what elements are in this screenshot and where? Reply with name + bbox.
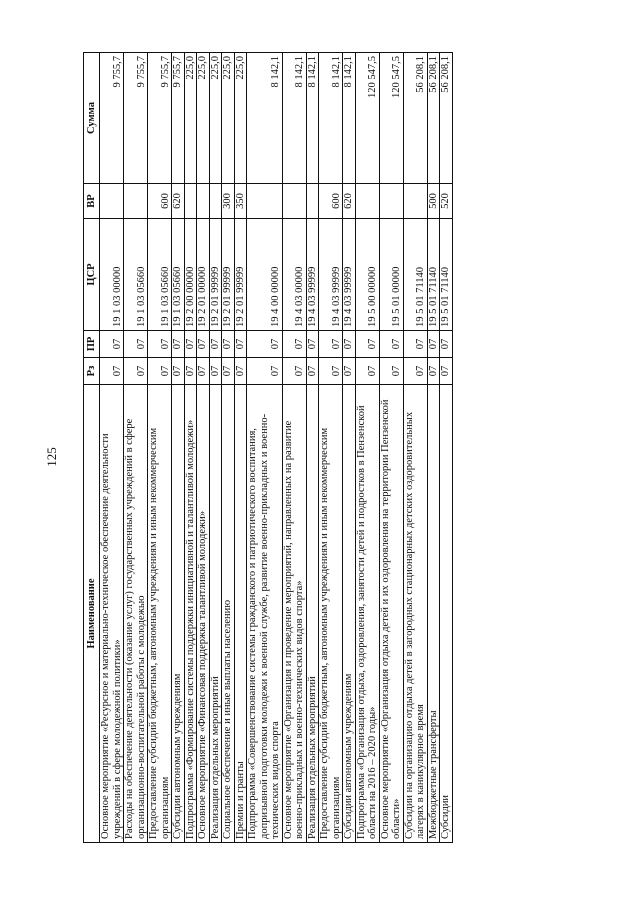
cell-rz: 07 bbox=[172, 358, 185, 385]
cell-csr: 19 5 01 71140 bbox=[403, 219, 427, 331]
table-row bbox=[440, 53, 453, 843]
table-row bbox=[209, 53, 222, 843]
cell-vr: 350 bbox=[234, 184, 247, 219]
cell-pr: 07 bbox=[282, 331, 306, 358]
cell-vr: 520 bbox=[440, 184, 453, 219]
cell-vr bbox=[282, 184, 306, 219]
cell-rz: 07 bbox=[184, 358, 197, 385]
table-row bbox=[282, 53, 306, 843]
cell-sum: 8 142,1 bbox=[306, 53, 319, 184]
cell-sum: 9 755,7 bbox=[148, 53, 172, 184]
cell-pr: 07 bbox=[124, 331, 148, 358]
cell-vr bbox=[184, 184, 197, 219]
cell-sum: 56 208,1 bbox=[427, 53, 440, 184]
cell-pr: 07 bbox=[172, 331, 185, 358]
table-row bbox=[234, 53, 247, 843]
cell-name: Расходы на обеспечение деятельности (оказание услуг) государственных учреждений в сфере организационно-воспитательной работы с молодежью bbox=[124, 385, 148, 843]
table-row bbox=[355, 53, 379, 843]
cell-csr: 19 2 01 99999 bbox=[222, 219, 235, 331]
cell-rz: 07 bbox=[355, 358, 379, 385]
budget-table bbox=[83, 52, 453, 843]
cell-sum: 225,0 bbox=[209, 53, 222, 184]
header-pr: ПР bbox=[84, 331, 100, 358]
cell-csr: 19 2 01 00000 bbox=[197, 219, 210, 331]
cell-sum: 9 755,7 bbox=[100, 53, 124, 184]
cell-rz: 07 bbox=[148, 358, 172, 385]
cell-sum: 225,0 bbox=[234, 53, 247, 184]
cell-csr: 19 2 01 99999 bbox=[209, 219, 222, 331]
cell-name: Межбюджетные трансферты bbox=[427, 385, 440, 843]
table-row bbox=[427, 53, 440, 843]
cell-pr: 07 bbox=[209, 331, 222, 358]
cell-name: Субсидии автономным учреждениям bbox=[172, 385, 185, 843]
cell-vr bbox=[247, 184, 283, 219]
cell-vr: 600 bbox=[148, 184, 172, 219]
cell-rz: 07 bbox=[124, 358, 148, 385]
cell-pr: 07 bbox=[403, 331, 427, 358]
table-row bbox=[379, 53, 403, 843]
cell-name: Социальное обеспечение и иные выплаты населению bbox=[222, 385, 235, 843]
cell-csr: 19 1 03 05660 bbox=[148, 219, 172, 331]
table-row bbox=[184, 53, 197, 843]
table-row bbox=[222, 53, 235, 843]
cell-csr: 19 4 00 00000 bbox=[247, 219, 283, 331]
cell-rz: 07 bbox=[234, 358, 247, 385]
cell-vr bbox=[379, 184, 403, 219]
table-row bbox=[124, 53, 148, 843]
cell-pr: 07 bbox=[319, 331, 343, 358]
table-row bbox=[148, 53, 172, 843]
cell-sum: 8 142,1 bbox=[282, 53, 306, 184]
table-row bbox=[319, 53, 343, 843]
cell-name: Подпрограмма «Совершенствование системы гражданского и патриотического воспитания, допризывной подготовки молодежи к военной службе, развитие военно-прикладных и военно-технических видов спорта bbox=[247, 385, 283, 843]
cell-name: Субсидии автономным учреждениям bbox=[343, 385, 356, 843]
cell-vr: 620 bbox=[343, 184, 356, 219]
cell-name: Подпрограмма «Формирование системы поддержки инициативной и талантливой молодежи» bbox=[184, 385, 197, 843]
cell-name: Предоставление субсидий бюджетным, автономным учреждениям и иным некоммерческим организациям bbox=[148, 385, 172, 843]
cell-rz: 07 bbox=[100, 358, 124, 385]
cell-rz: 07 bbox=[197, 358, 210, 385]
cell-rz: 07 bbox=[222, 358, 235, 385]
table-row bbox=[172, 53, 185, 843]
cell-name: Реализация отдельных мероприятий bbox=[209, 385, 222, 843]
cell-csr: 19 5 01 00000 bbox=[379, 219, 403, 331]
cell-rz: 07 bbox=[440, 358, 453, 385]
cell-sum: 120 547,5 bbox=[355, 53, 379, 184]
cell-rz: 07 bbox=[209, 358, 222, 385]
cell-vr bbox=[100, 184, 124, 219]
cell-csr: 19 5 01 71140 bbox=[440, 219, 453, 331]
cell-vr bbox=[306, 184, 319, 219]
cell-pr: 07 bbox=[197, 331, 210, 358]
cell-csr: 19 5 00 00000 bbox=[355, 219, 379, 331]
header-csr: ЦСР bbox=[84, 219, 100, 331]
cell-vr bbox=[197, 184, 210, 219]
cell-pr: 07 bbox=[427, 331, 440, 358]
cell-name: Предоставление субсидий бюджетным, автономным учреждениям и иным некоммерческим организациям bbox=[319, 385, 343, 843]
cell-pr: 07 bbox=[184, 331, 197, 358]
cell-sum: 225,0 bbox=[222, 53, 235, 184]
cell-vr bbox=[209, 184, 222, 219]
cell-name: Премии и гранты bbox=[234, 385, 247, 843]
rotated-page-content bbox=[83, 53, 453, 843]
cell-csr: 19 4 03 99999 bbox=[343, 219, 356, 331]
cell-sum: 56 208,1 bbox=[403, 53, 427, 184]
table-header-row bbox=[84, 53, 100, 843]
cell-sum: 56 208,1 bbox=[440, 53, 453, 184]
cell-rz: 07 bbox=[343, 358, 356, 385]
cell-csr: 19 2 01 99999 bbox=[234, 219, 247, 331]
cell-csr: 19 2 00 00000 bbox=[184, 219, 197, 331]
cell-pr: 07 bbox=[440, 331, 453, 358]
cell-rz: 07 bbox=[319, 358, 343, 385]
cell-csr: 19 1 03 05660 bbox=[172, 219, 185, 331]
cell-vr: 500 bbox=[427, 184, 440, 219]
cell-csr: 19 4 03 00000 bbox=[282, 219, 306, 331]
page-number: 125 bbox=[44, 447, 59, 467]
table-row bbox=[247, 53, 283, 843]
table-row bbox=[100, 53, 124, 843]
cell-rz: 07 bbox=[306, 358, 319, 385]
cell-name: Реализация отдельных мероприятий bbox=[306, 385, 319, 843]
cell-pr: 07 bbox=[355, 331, 379, 358]
cell-vr: 600 bbox=[319, 184, 343, 219]
cell-vr bbox=[403, 184, 427, 219]
cell-sum: 120 547,5 bbox=[379, 53, 403, 184]
header-rz: Рз bbox=[84, 358, 100, 385]
cell-rz: 07 bbox=[379, 358, 403, 385]
cell-name: Субсидии на организацию отдыха детей в загородных стационарных детских оздоровительных лагерях в каникулярное время bbox=[403, 385, 427, 843]
table-row bbox=[403, 53, 427, 843]
cell-name: Основное мероприятие «Организация отдыха детей и их оздоровления на территории Пензенской области» bbox=[379, 385, 403, 843]
cell-vr bbox=[124, 184, 148, 219]
cell-name: Подпрограмма «Организация отдыха, оздоровления, занятости детей и подростков в Пензенской области на 2016 – 2020 годы» bbox=[355, 385, 379, 843]
cell-pr: 07 bbox=[148, 331, 172, 358]
cell-name: Основное мероприятие «Ресурсное и материально-техническое обеспечение деятельности учреждений в сфере молодежной политики» bbox=[100, 385, 124, 843]
cell-pr: 07 bbox=[222, 331, 235, 358]
cell-csr: 19 1 03 00000 bbox=[100, 219, 124, 331]
table-body bbox=[100, 53, 453, 843]
cell-sum: 9 755,7 bbox=[124, 53, 148, 184]
cell-sum: 8 142,1 bbox=[319, 53, 343, 184]
cell-pr: 07 bbox=[379, 331, 403, 358]
cell-vr: 300 bbox=[222, 184, 235, 219]
cell-csr: 19 4 03 99999 bbox=[319, 219, 343, 331]
cell-pr: 07 bbox=[343, 331, 356, 358]
cell-pr: 07 bbox=[247, 331, 283, 358]
cell-sum: 8 142,1 bbox=[343, 53, 356, 184]
header-vr: ВР bbox=[84, 184, 100, 219]
cell-pr: 07 bbox=[234, 331, 247, 358]
cell-name: Субсидии bbox=[440, 385, 453, 843]
table-row bbox=[197, 53, 210, 843]
cell-csr: 19 5 01 71140 bbox=[427, 219, 440, 331]
cell-rz: 07 bbox=[427, 358, 440, 385]
cell-csr: 19 4 03 99999 bbox=[306, 219, 319, 331]
cell-name: Основное мероприятие «Организация и проведение мероприятий, направленных на развитие военно-прикладных и военно-технических видов спорта» bbox=[282, 385, 306, 843]
cell-rz: 07 bbox=[282, 358, 306, 385]
cell-vr: 620 bbox=[172, 184, 185, 219]
table-row bbox=[306, 53, 319, 843]
table-row bbox=[343, 53, 356, 843]
cell-pr: 07 bbox=[306, 331, 319, 358]
header-sum: Сумма bbox=[84, 53, 100, 184]
cell-pr: 07 bbox=[100, 331, 124, 358]
cell-sum: 8 142,1 bbox=[247, 53, 283, 184]
cell-sum: 225,0 bbox=[184, 53, 197, 184]
header-name: Наименование bbox=[84, 385, 100, 843]
cell-vr bbox=[355, 184, 379, 219]
cell-sum: 225,0 bbox=[197, 53, 210, 184]
cell-csr: 19 1 03 05660 bbox=[124, 219, 148, 331]
cell-rz: 07 bbox=[403, 358, 427, 385]
cell-rz: 07 bbox=[247, 358, 283, 385]
cell-sum: 9 755,7 bbox=[172, 53, 185, 184]
cell-name: Основное мероприятие «Финансовая поддержка талантливой молодежи» bbox=[197, 385, 210, 843]
